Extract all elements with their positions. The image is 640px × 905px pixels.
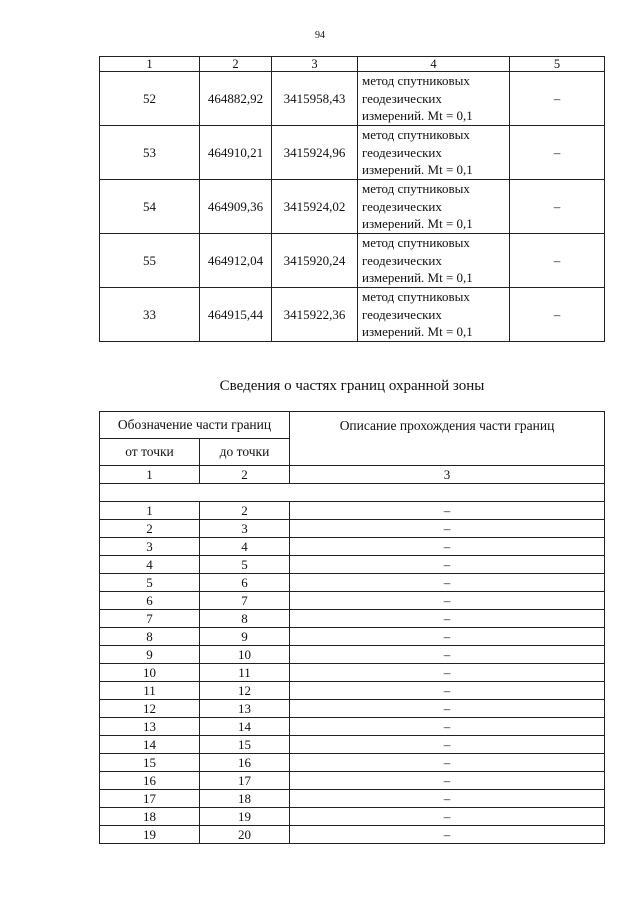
method-line: геодезических (362, 144, 442, 160)
part-description: – (290, 538, 605, 556)
coordinate-x: 464912,04 (200, 234, 272, 288)
to-point: 15 (200, 736, 290, 754)
method-line: метод спутниковых (362, 181, 470, 197)
header-from-point: от точки (100, 439, 200, 466)
page-number: 94 (315, 30, 325, 41)
part-description: – (290, 610, 605, 628)
part-description: – (290, 574, 605, 592)
from-point: 12 (100, 700, 200, 718)
boundary-part-row (100, 592, 605, 610)
to-point: 20 (200, 826, 290, 844)
method-line: измерений. Mt = 0,1 (362, 216, 473, 232)
boundary-part-row (100, 772, 605, 790)
measurement-method (358, 288, 510, 342)
coordinates-row (100, 234, 605, 288)
method-line: измерений. Mt = 0,1 (362, 270, 473, 286)
boundary-parts-table (99, 411, 605, 844)
boundary-part-row (100, 718, 605, 736)
to-point: 12 (200, 682, 290, 700)
boundary-part-row (100, 646, 605, 664)
measurement-method (358, 126, 510, 180)
coordinate-x: 464915,44 (200, 288, 272, 342)
header-boundary-description: Описание прохождения части границ (290, 412, 605, 466)
from-point: 13 (100, 718, 200, 736)
blank-cell (100, 484, 605, 502)
coordinate-y: 3415922,36 (272, 288, 358, 342)
boundary-part-row (100, 520, 605, 538)
boundary-part-row (100, 556, 605, 574)
part-description: – (290, 664, 605, 682)
coordinate-x: 464882,92 (200, 72, 272, 126)
coordinates-header-row (100, 57, 605, 72)
to-point: 10 (200, 646, 290, 664)
from-point: 5 (100, 574, 200, 592)
part-description: – (290, 502, 605, 520)
column-number-1: 1 (100, 57, 200, 72)
note-dash: – (510, 234, 605, 288)
column-number-2: 2 (200, 57, 272, 72)
method-line: метод спутниковых (362, 235, 470, 251)
method-line: измерений. Mt = 0,1 (362, 162, 473, 178)
boundary-part-row (100, 502, 605, 520)
from-point: 7 (100, 610, 200, 628)
to-point: 14 (200, 718, 290, 736)
column-number-1: 1 (100, 466, 200, 484)
from-point: 3 (100, 538, 200, 556)
to-point: 7 (200, 592, 290, 610)
to-point: 17 (200, 772, 290, 790)
measurement-method (358, 234, 510, 288)
part-description: – (290, 718, 605, 736)
point-number: 53 (100, 126, 200, 180)
parts-column-numbers-row (100, 466, 605, 484)
coordinates-row (100, 126, 605, 180)
part-description: – (290, 520, 605, 538)
column-number-2: 2 (200, 466, 290, 484)
to-point: 3 (200, 520, 290, 538)
coordinate-y: 3415924,02 (272, 180, 358, 234)
boundary-part-row (100, 700, 605, 718)
method-line: измерений. Mt = 0,1 (362, 324, 473, 340)
note-dash: – (510, 72, 605, 126)
to-point: 16 (200, 754, 290, 772)
boundary-part-row (100, 538, 605, 556)
part-description: – (290, 592, 605, 610)
part-description: – (290, 736, 605, 754)
measurement-method (358, 180, 510, 234)
from-point: 14 (100, 736, 200, 754)
note-dash: – (510, 180, 605, 234)
to-point: 9 (200, 628, 290, 646)
from-point: 9 (100, 646, 200, 664)
boundary-part-row (100, 574, 605, 592)
from-point: 2 (100, 520, 200, 538)
to-point: 5 (200, 556, 290, 574)
part-description: – (290, 556, 605, 574)
boundary-part-row (100, 682, 605, 700)
coordinate-y: 3415920,24 (272, 234, 358, 288)
boundary-part-row (100, 736, 605, 754)
coordinate-x: 464909,36 (200, 180, 272, 234)
coordinates-row (100, 180, 605, 234)
point-number: 52 (100, 72, 200, 126)
part-description: – (290, 772, 605, 790)
boundary-part-row (100, 628, 605, 646)
coordinate-y: 3415924,96 (272, 126, 358, 180)
column-number-4: 4 (358, 57, 510, 72)
method-line: геодезических (362, 198, 442, 214)
to-point: 19 (200, 808, 290, 826)
boundary-part-row (100, 754, 605, 772)
parts-blank-row (100, 484, 605, 502)
coordinates-table (99, 56, 605, 342)
from-point: 16 (100, 772, 200, 790)
from-point: 19 (100, 826, 200, 844)
method-line: измерений. Mt = 0,1 (362, 108, 473, 124)
measurement-method (358, 72, 510, 126)
boundary-part-row (100, 826, 605, 844)
to-point: 18 (200, 790, 290, 808)
boundary-part-row (100, 790, 605, 808)
part-description: – (290, 754, 605, 772)
to-point: 11 (200, 664, 290, 682)
column-number-3: 3 (290, 466, 605, 484)
note-dash: – (510, 126, 605, 180)
to-point: 6 (200, 574, 290, 592)
column-number-5: 5 (510, 57, 605, 72)
point-number: 55 (100, 234, 200, 288)
method-line: геодезических (362, 306, 442, 322)
to-point: 4 (200, 538, 290, 556)
from-point: 17 (100, 790, 200, 808)
coordinate-x: 464910,21 (200, 126, 272, 180)
from-point: 1 (100, 502, 200, 520)
part-description: – (290, 790, 605, 808)
method-line: геодезических (362, 90, 442, 106)
section-title: Сведения о частях границ охранной зоны (219, 378, 485, 394)
from-point: 15 (100, 754, 200, 772)
from-point: 18 (100, 808, 200, 826)
header-boundary-designation: Обозначение части границ (100, 412, 290, 439)
method-line: метод спутниковых (362, 127, 470, 143)
part-description: – (290, 682, 605, 700)
column-number-3: 3 (272, 57, 358, 72)
coordinates-row (100, 288, 605, 342)
to-point: 2 (200, 502, 290, 520)
part-description: – (290, 628, 605, 646)
point-number: 33 (100, 288, 200, 342)
boundary-part-row (100, 808, 605, 826)
coordinates-row (100, 72, 605, 126)
coordinate-y: 3415958,43 (272, 72, 358, 126)
part-description: – (290, 646, 605, 664)
to-point: 13 (200, 700, 290, 718)
boundary-part-row (100, 610, 605, 628)
to-point: 8 (200, 610, 290, 628)
from-point: 6 (100, 592, 200, 610)
method-line: метод спутниковых (362, 73, 470, 89)
note-dash: – (510, 288, 605, 342)
from-point: 8 (100, 628, 200, 646)
header-to-point: до точки (200, 439, 290, 466)
part-description: – (290, 700, 605, 718)
from-point: 10 (100, 664, 200, 682)
parts-header-row-1 (100, 412, 605, 439)
method-line: геодезических (362, 252, 442, 268)
part-description: – (290, 808, 605, 826)
from-point: 11 (100, 682, 200, 700)
point-number: 54 (100, 180, 200, 234)
from-point: 4 (100, 556, 200, 574)
part-description: – (290, 826, 605, 844)
method-line: метод спутниковых (362, 289, 470, 305)
boundary-part-row (100, 664, 605, 682)
